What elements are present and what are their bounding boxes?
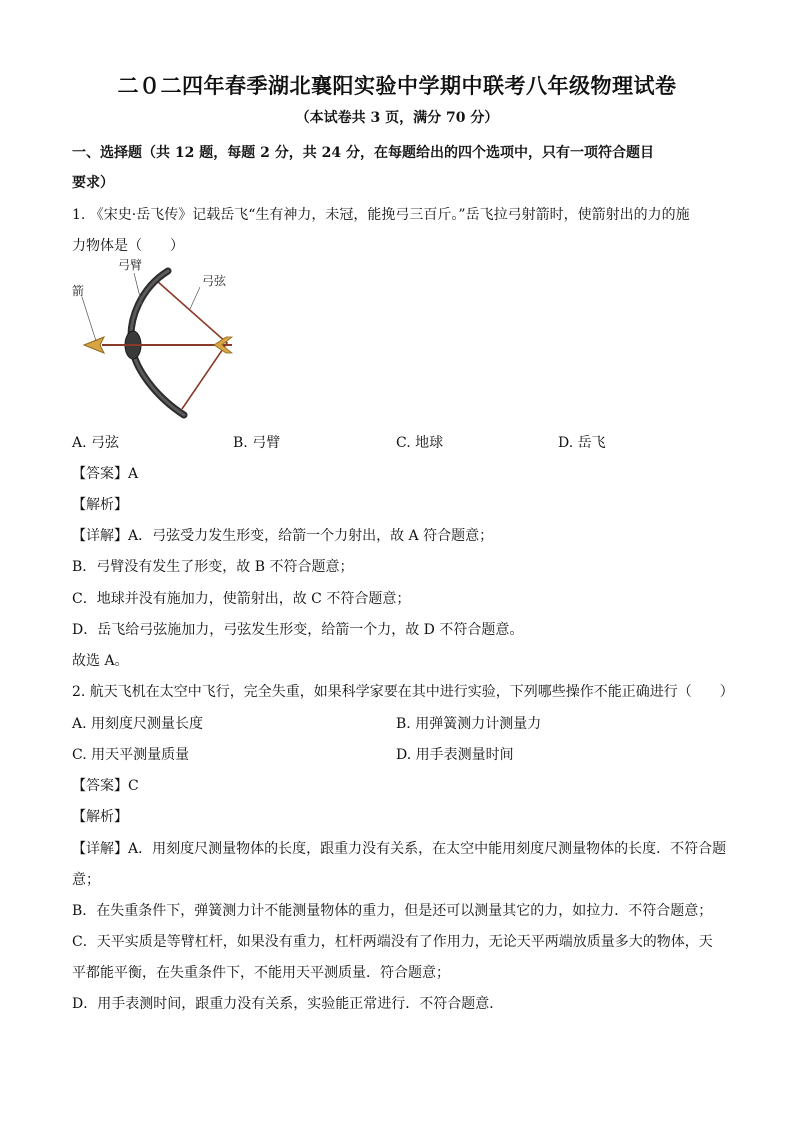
q2-option-a: A. 用刻度尺测量长度 bbox=[72, 716, 204, 732]
q1-detail-line: D．岳飞给弓弦施加力，弓弦发生形变，给箭一个力，故 D 不符合题意。 bbox=[72, 622, 524, 638]
q2-detail-line: 意； bbox=[72, 872, 100, 888]
q1-answer: 【答案】A bbox=[72, 466, 139, 482]
q1-detail-line: C．地球并没有施加力，使箭射出，故 C 不符合题意； bbox=[72, 591, 411, 607]
q2-detail-line: 【详解】A．用刻度尺测量物体的长度，跟重力没有关系，在太空中能用刻度尺测量物体的长度．不符合题 bbox=[72, 841, 727, 857]
q1-conclusion: 故选 A。 bbox=[72, 653, 129, 669]
q2-option-d: D. 用手表测量时间 bbox=[396, 747, 514, 763]
q1-option-b: B. 弓臂 bbox=[233, 435, 281, 451]
figure-label-arm: 弓臂 bbox=[118, 258, 143, 272]
q2-detail-line: 平都能平衡，在失重条件下，不能用天平测质量．符合题意； bbox=[72, 965, 450, 981]
label-leader-arrow bbox=[82, 297, 96, 341]
figure-label-arrow: 箭 bbox=[72, 284, 85, 298]
q1-option-a: A. 弓弦 bbox=[72, 435, 120, 451]
figure-label-string: 弓弦 bbox=[202, 274, 227, 288]
q1-stem-cont: 力物体是（ ） bbox=[72, 238, 184, 254]
q1-detail-line: B．弓臂没有发生了形变，故 B 不符合题意； bbox=[72, 559, 354, 575]
label-leader-string bbox=[190, 287, 200, 309]
q2-option-b: B. 用弹簧测力计测量力 bbox=[396, 716, 542, 732]
page-subtitle: （本试卷共 3 页，满分 70 分） bbox=[295, 110, 499, 126]
section-heading: 一、选择题（共 12 题，每题 2 分，共 24 分，在每题给出的四个选项中，只有一项符合题目 bbox=[72, 145, 654, 161]
section-heading-cont: 要求） bbox=[72, 175, 114, 191]
q2-detail-line: D．用手表测时间，跟重力没有关系，实验能正常进行．不符合题意． bbox=[72, 996, 504, 1012]
arrow-head bbox=[84, 337, 104, 353]
q2-detail-line: C．天平实质是等臂杠杆，如果没有重力，杠杆两端没有了作用力，无论天平两端放质量多大的物体，天 bbox=[72, 934, 713, 950]
q2-detail-line: B．在失重条件下，弹簧测力计不能测量物体的重力，但是还可以测量其它的力，如拉力．不符合题意； bbox=[72, 903, 713, 919]
q2-stem: 2. 航天飞机在太空中飞行，完全失重，如果科学家要在其中进行实验，下列哪些操作不能正确进行（ ） bbox=[72, 684, 734, 700]
q2-analysis-label: 【解析】 bbox=[72, 809, 128, 825]
q1-option-c: C. 地球 bbox=[396, 435, 444, 451]
q1-detail-line: 【详解】A．弓弦受力发生形变，给箭一个力射出，故 A 符合题意； bbox=[72, 528, 494, 544]
q2-answer: 【答案】C bbox=[72, 778, 139, 794]
q1-option-d: D. 岳飞 bbox=[558, 435, 606, 451]
q2-option-c: C. 用天平测量质量 bbox=[72, 747, 190, 763]
bow-arrow-figure bbox=[72, 257, 242, 427]
page-title: 二０二四年春季湖北襄阳实验中学期中联考八年级物理试卷 bbox=[117, 73, 677, 98]
q1-analysis-label: 【解析】 bbox=[72, 497, 128, 513]
q1-stem: 1. 《宋史·岳飞传》记载岳飞“生有神力，未冠，能挽弓三百斤。”岳飞拉弓射箭时，使箭射出的力的施 bbox=[72, 207, 690, 223]
